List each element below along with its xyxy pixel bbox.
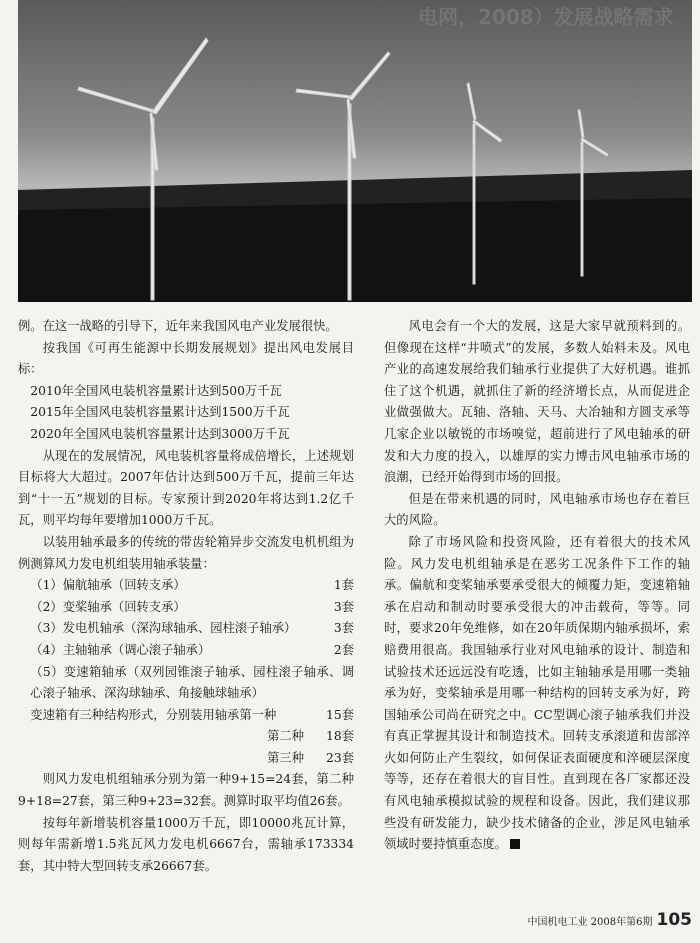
bearing-row <box>18 575 354 597</box>
gearbox-row <box>18 705 354 727</box>
photo-overlay-text: 电网，2008）发展战略需求 <box>418 5 674 29</box>
paragraph-last <box>384 532 690 856</box>
paragraph: 从现在的发展情况，风电装机容量将成倍增长，上述规划目标将大大超过。2007年估计达到500万千瓦，提前三年达到“十一五”规划的目标。专家预计到2020年将达到1.2亿千瓦，则平均每年要增加1000万千瓦。 <box>18 448 354 528</box>
gearbox-intro: 变速箱有三种结构形式，分别装用轴承第一种 <box>30 707 277 722</box>
paragraph: 但是在带来机遇的同时，风电轴承市场也存在着巨大的风险。 <box>384 491 690 528</box>
page-footer <box>528 910 693 930</box>
paragraph: 按我国《可再生能源中长期发展规划》提出风电发展目标： <box>18 340 354 377</box>
paragraph: 风电会有一个大的发展，这是大家早就预料到的。但像现在这样“井喷式”的发展，多数人始料未及。风电产业的高速发展给我们轴承行业提供了大好机遇。谁抓住了这个机遇，就抓住了新的经济增长点，从而促进企业做强做大。瓦轴、洛轴、天马、大冶轴和方圆支承等几家企业以敏锐的市场嗅觉，超前进行了风电轴承的研发和大力度的投入，以雄厚的实力博击风电轴承市场的浪潮，已经开始得到市场的回报。 <box>384 319 690 485</box>
gearbox-qty: 23套 <box>326 750 354 765</box>
target-item: 2010年全国风电装机容量累计达到500万千瓦 <box>30 383 282 398</box>
bearing-label: （3）发电机轴承（深沟球轴承、园柱滚子轴承） <box>30 621 297 636</box>
bearing-qty: 3套 <box>333 621 354 636</box>
journal-name: 中国机电工业 2008年第6期 <box>527 917 653 928</box>
bearing-label: （1）偏航轴承（回转支承） <box>30 578 186 593</box>
target-item: 2015年全国风电装机容量累计达到1500万千瓦 <box>30 405 290 420</box>
paragraph: 例。在这一战略的引导下，近年来我国风电产业发展很快。 <box>18 319 338 333</box>
bearing-item-5: （5）变速箱轴承（双列园锥滚子轴承、园柱滚子轴承、调心滚子轴承、深沟球轴承、角接触球轴承） <box>30 664 354 701</box>
wind-turbine-photo <box>18 0 692 302</box>
paragraph: 按每年新增装机容量1000万千瓦，即10000兆瓦计算，则每年需新增1.5兆瓦风力发电机6667台，需轴承173334套，其中特大型回转支承26667套。 <box>18 815 354 873</box>
bearing-qty: 2套 <box>333 642 354 657</box>
photo-illustration <box>18 0 692 302</box>
bearing-row <box>18 597 354 619</box>
foreground-land <box>18 198 692 302</box>
gearbox-row <box>18 748 354 770</box>
bearing-label: （2）变桨轴承（回转支承） <box>30 599 186 614</box>
bearing-label: （4）主轴轴承（调心滚子轴承） <box>30 642 211 657</box>
right-column <box>384 316 690 856</box>
target-item: 2020年全国风电装机容量累计达到3000万千瓦 <box>30 426 290 441</box>
gearbox-label: 第三种 <box>267 750 304 765</box>
gearbox-qty: 15套 <box>326 707 354 722</box>
bearing-row <box>18 618 354 640</box>
paragraph: 以装用轴承最多的传统的带齿轮箱异步交流发电机机组为例测算风力发电机组装用轴承装量： <box>18 534 354 571</box>
bearing-qty: 1套 <box>333 578 354 593</box>
page-number: 105 <box>656 910 692 930</box>
left-column <box>18 316 354 877</box>
bearing-row <box>18 640 354 662</box>
turbine-tower-4 <box>581 142 583 276</box>
gearbox-label: 第二种 <box>267 729 304 744</box>
gearbox-row <box>18 726 354 748</box>
turbine-tower-3 <box>473 124 475 284</box>
end-mark <box>510 839 520 849</box>
bearing-qty: 3套 <box>333 599 354 614</box>
paragraph-text: 除了市场风险和投资风险，还有着很大的技术风险。风力发电机组轴承是在恶劣工况条件下工作的轴承。偏航和变桨轴承要承受很大的倾覆力矩，变速箱轴承在启动和制动时要承受很大的冲击载荷，等等。同时，要求20年免维修，如在20年质保期内轴承损坏，索赔费用很高。我国轴承行业对风电轴承的设计、制造和试验技术还远远没有吃透，比如主轴轴承是用哪一类轴承为好，变桨轴承是用哪一种结构的回转支承为好，跨国轴承公司尚在研究之中。CC型调心滚子轴承我们并没有真正掌握其设计和制造技术。回转支承滚道和齿部淬火如何防止产生裂纹，如何保证表面硬度和淬硬层深度等等，还存在着很大的盲目性。直到现在各厂家都还没有风电轴承模拟试验的规程和设备。因此，我们建议那些没有研发能力，缺少技术储备的企业，涉足风电轴承领域时要持慎重态度。 <box>384 534 690 852</box>
paragraph: 则风力发电机组轴承分别为第一种9+15=24套，第二种9+18=27套，第三种9+23=32套。测算时取平均值26套。 <box>18 772 354 809</box>
gearbox-qty: 18套 <box>326 729 354 744</box>
